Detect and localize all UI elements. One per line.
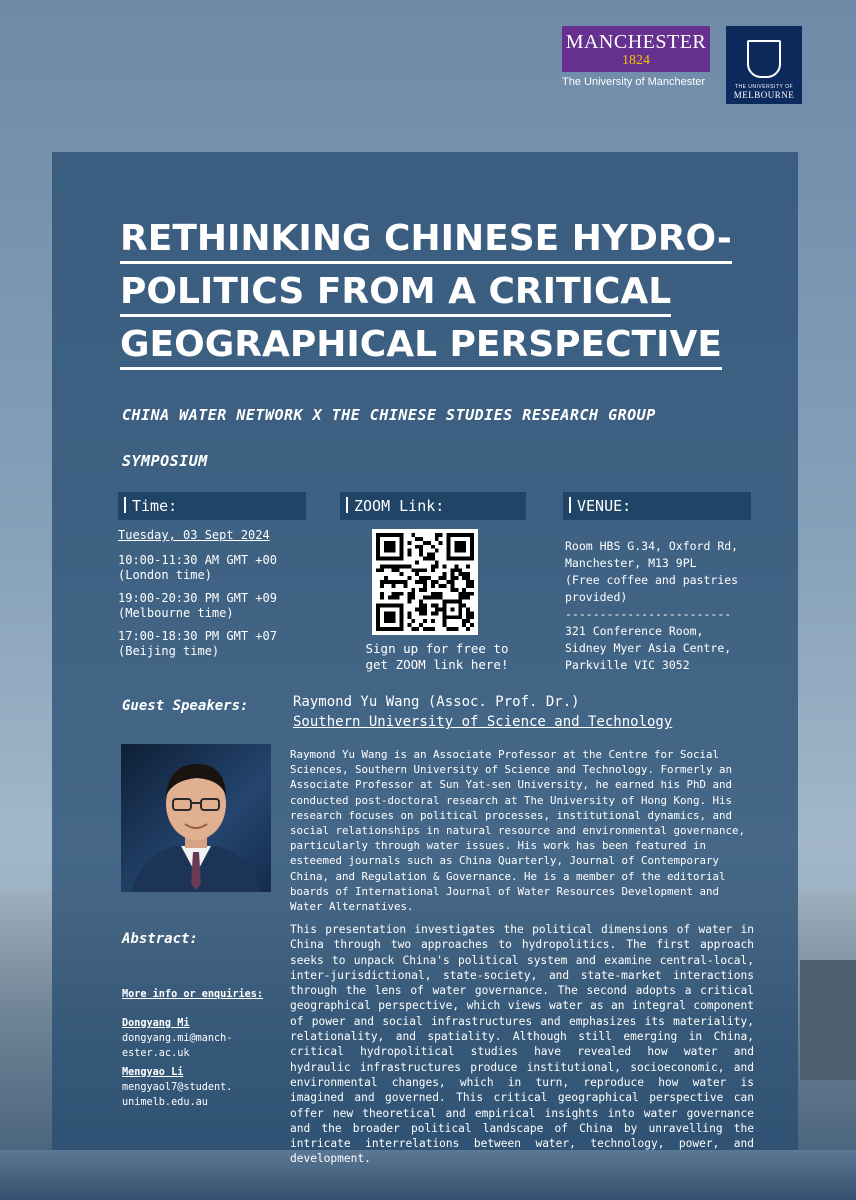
- melbourne-logo-line2: MELBOURNE: [733, 90, 795, 100]
- time-range: 19:00-20:30 PM GMT +09: [118, 591, 277, 605]
- zoom-header-label: ZOOM Link:: [354, 497, 445, 515]
- speaker-name: Raymond Yu Wang (Assoc. Prof. Dr.): [293, 694, 580, 710]
- time-entry: [118, 591, 318, 621]
- contact-name: Dongyang Mi: [122, 1018, 190, 1029]
- zoom-qr-code[interactable]: [372, 529, 478, 635]
- speaker-bio: Raymond Yu Wang is an Associate Professor at the Centre for Social Sciences, Southern University of Science and Technology. Formerly an Associate Professor at Sun Yat-sen University, he earned his PhD and conducted post-doctoral research at The University of Hong Kong. His research focuses on political processes, institutional dynamics, and social relationships in natural resource and environmental governance, particularly through water issues. His work has been featured in esteemed journals such as China Quarterly, Journal of Contemporary China, and Regulation & Governance. He is a member of the editorial boards of International Journal of Water Resources Development and Water Alternatives.: [290, 748, 746, 914]
- venue-line: Room HBS G.34, Oxford Rd,: [565, 539, 739, 553]
- subtitle-line: CHINA WATER NETWORK X THE CHINESE STUDIES RESEARCH GROUP: [122, 406, 656, 424]
- time-zone-label: (London time): [118, 568, 212, 582]
- background-dam: [800, 960, 856, 1080]
- contact-email[interactable]: mengyaol7@student.: [122, 1082, 233, 1093]
- title-line: GEOGRAPHICAL PERSPECTIVE: [120, 324, 722, 370]
- manchester-logo-year: 1824: [622, 52, 650, 68]
- venue-header-label: VENUE:: [577, 497, 632, 515]
- header-bar-icon: [346, 497, 348, 513]
- time-range: 17:00-18:30 PM GMT +07: [118, 629, 277, 643]
- time-range: 10:00-11:30 AM GMT +00: [118, 553, 277, 567]
- guest-speakers-label: Guest Speakers:: [122, 698, 249, 714]
- poster-subtitle: [122, 392, 762, 484]
- venue-line: (Free coffee and pastries: [565, 573, 739, 587]
- venue-divider: ------------------------: [565, 607, 732, 621]
- logos: [562, 26, 802, 104]
- venue-line: Parkville VIC 3052: [565, 658, 690, 672]
- contact-email[interactable]: unimelb.edu.au: [122, 1097, 208, 1108]
- zoom-caption: [352, 641, 522, 673]
- venue-column: [565, 538, 765, 674]
- time-column: [118, 528, 318, 667]
- time-zone-label: (Melbourne time): [118, 606, 234, 620]
- venue-line: provided): [565, 590, 628, 604]
- time-entry: [118, 629, 318, 659]
- melbourne-shield-icon: [747, 40, 781, 78]
- manchester-logo-name: MANCHESTER: [565, 30, 707, 53]
- header-bar-icon: [569, 497, 571, 513]
- speaker-portrait-icon: [121, 744, 271, 892]
- venue-line: 321 Conference Room,: [565, 624, 704, 638]
- contact-name: Mengyao Li: [122, 1067, 184, 1078]
- contact-email[interactable]: dongyang.mi@manch-: [122, 1033, 233, 1044]
- time-header: [118, 492, 306, 520]
- manchester-logo-subtitle: The University of Manchester: [562, 76, 706, 88]
- contact-header: More info or enquiries:: [122, 989, 264, 1000]
- zoom-caption-line: get ZOOM link here!: [365, 657, 509, 672]
- subtitle-line: SYMPOSIUM: [122, 452, 208, 470]
- zoom-header: [340, 492, 526, 520]
- manchester-logo: [562, 26, 710, 104]
- event-date: Tuesday, 03 Sept 2024: [118, 528, 270, 542]
- title-line: RETHINKING CHINESE HYDRO-: [120, 218, 732, 264]
- time-header-label: Time:: [132, 497, 178, 515]
- venue-header: [563, 492, 751, 520]
- time-zone-label: (Beijing time): [118, 644, 220, 658]
- zoom-caption-line: Sign up for free to: [365, 641, 509, 656]
- title-line: POLITICS FROM A CRITICAL: [120, 271, 671, 317]
- qr-code-icon: [376, 533, 474, 631]
- poster-title: [120, 212, 740, 371]
- abstract-label: Abstract:: [122, 931, 198, 947]
- melbourne-logo: [726, 26, 802, 104]
- header-bar-icon: [124, 497, 126, 513]
- contact-email[interactable]: ester.ac.uk: [122, 1048, 190, 1059]
- venue-line: Sidney Myer Asia Centre,: [565, 641, 732, 655]
- contact-block: [122, 987, 282, 1110]
- time-entry: [118, 553, 318, 583]
- abstract-text: This presentation investigates the political dimensions of water in China through two approaches to hydropolitics. The first approach seeks to unpack China's political system and examine central-local, inter-jurisdictional, state-society, and state-market interactions through the lens of water governance. The second adopts a critical geographical perspective, which views water as an integral component of power and social infrastructures and emphasizes its materiality, relationality, and spatiality. Although still emerging in China, critical hydropolitical studies have revealed how water and hydraulic infrastructures produce institutional, socioeconomic, and environmental changes, which in turn, reproduce how water is imagined and governed. This critical geographical perspective can offer new theoretical and empirical insights into water governance and the broader political landscape of China by unravelling the intricate interrelations between water, technology, power, and development.: [290, 923, 754, 1166]
- manchester-logo-box: [562, 26, 710, 72]
- speaker-photo: [121, 744, 271, 892]
- venue-line: Manchester, M13 9PL: [565, 556, 697, 570]
- melbourne-logo-line1: THE UNIVERSITY OF: [734, 84, 794, 90]
- speaker-affiliation: Southern University of Science and Technology: [293, 714, 673, 730]
